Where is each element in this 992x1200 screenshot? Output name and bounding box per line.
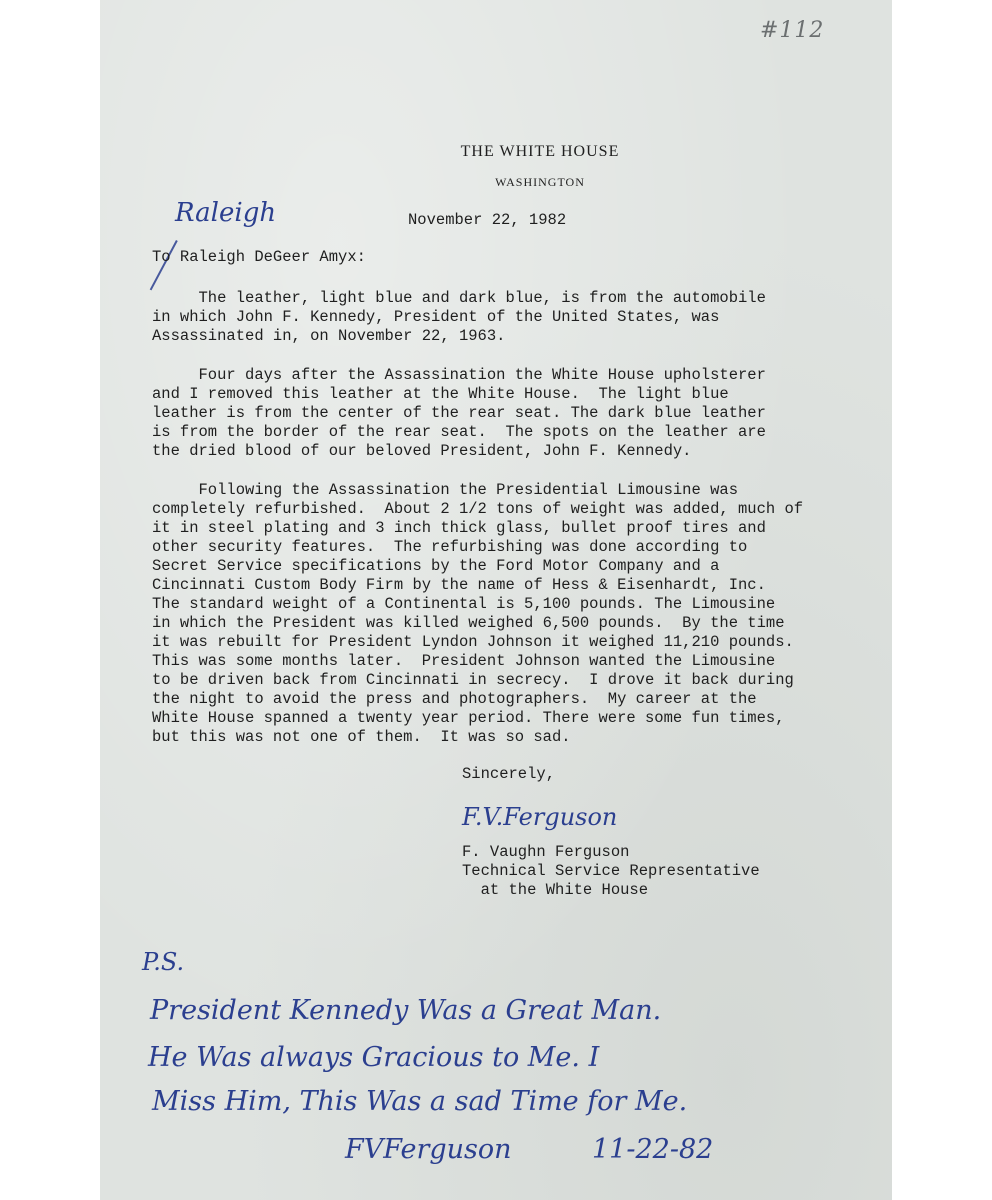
letter-date: November 22, 1982 [408, 211, 567, 229]
body-paragraph-2: Four days after the Assassination the White House upholsterer and I removed this leather at the White House. The light blue leather is from the center of the rear seat. The dark blue leather is from the border of the rear seat. The spots on the leather are the dried blood of our beloved President, John F. Kennedy. [152, 366, 766, 460]
signer-title-line-2: at the White House [462, 881, 649, 899]
handwritten-name-note: Raleigh [175, 198, 277, 228]
letter-sheet [100, 0, 892, 1200]
postscript-label: P.S. [142, 948, 185, 976]
postscript-line-3: Miss Him, This Was a sad Time for Me. [152, 1086, 688, 1117]
postscript-line-2: He Was always Gracious to Me. I [148, 1042, 600, 1073]
postscript-date: 11-22-82 [592, 1134, 714, 1165]
letterhead-title: THE WHITE HOUSE [460, 143, 620, 160]
letterhead-subtitle: WASHINGTON [495, 175, 585, 189]
signature-block [462, 843, 760, 900]
archive-number: #112 [760, 18, 825, 43]
signer-title-line-1: Technical Service Representative [462, 862, 760, 880]
closing: Sincerely, [462, 765, 556, 783]
handwritten-signature: F.V.Ferguson [462, 803, 618, 831]
salutation: To Raleigh DeGeer Amyx: [152, 248, 366, 266]
body-paragraph-3: Following the Assassination the Presidential Limousine was completely refurbished. About 2 1/2 tons of weight was added, much of it in steel plating and 3 inch thick glass, bullet proof tires and other security features. The refurbishing was done according to Secret Service specifications by the Ford Motor Company and a Cincinnati Custom Body Firm by the name of Hess & Eisenhardt, Inc. The standard weight of a Continental is 5,100 pounds. The Limousine in which the President was killed weighed 6,500 pounds. By the time it was rebuilt for President Lyndon Johnson it weighed 11,210 pounds. This was some months later. President Johnson wanted the Limousine to be driven back from Cincinnati in secrecy. I drove it back during the night to avoid the press and photographers. My career at the White House spanned a twenty year period. There were some fun times, but this was not one of them. It was so sad. [152, 481, 804, 746]
body-paragraph-1: The leather, light blue and dark blue, is from the automobile in which John F. Kennedy, President of the United States, was Assassinated in, on November 22, 1963. [152, 289, 766, 345]
signer-name: F. Vaughn Ferguson [462, 843, 630, 861]
postscript-line-1: President Kennedy Was a Great Man. [150, 995, 662, 1026]
postscript-signature: FVFerguson [345, 1134, 512, 1165]
